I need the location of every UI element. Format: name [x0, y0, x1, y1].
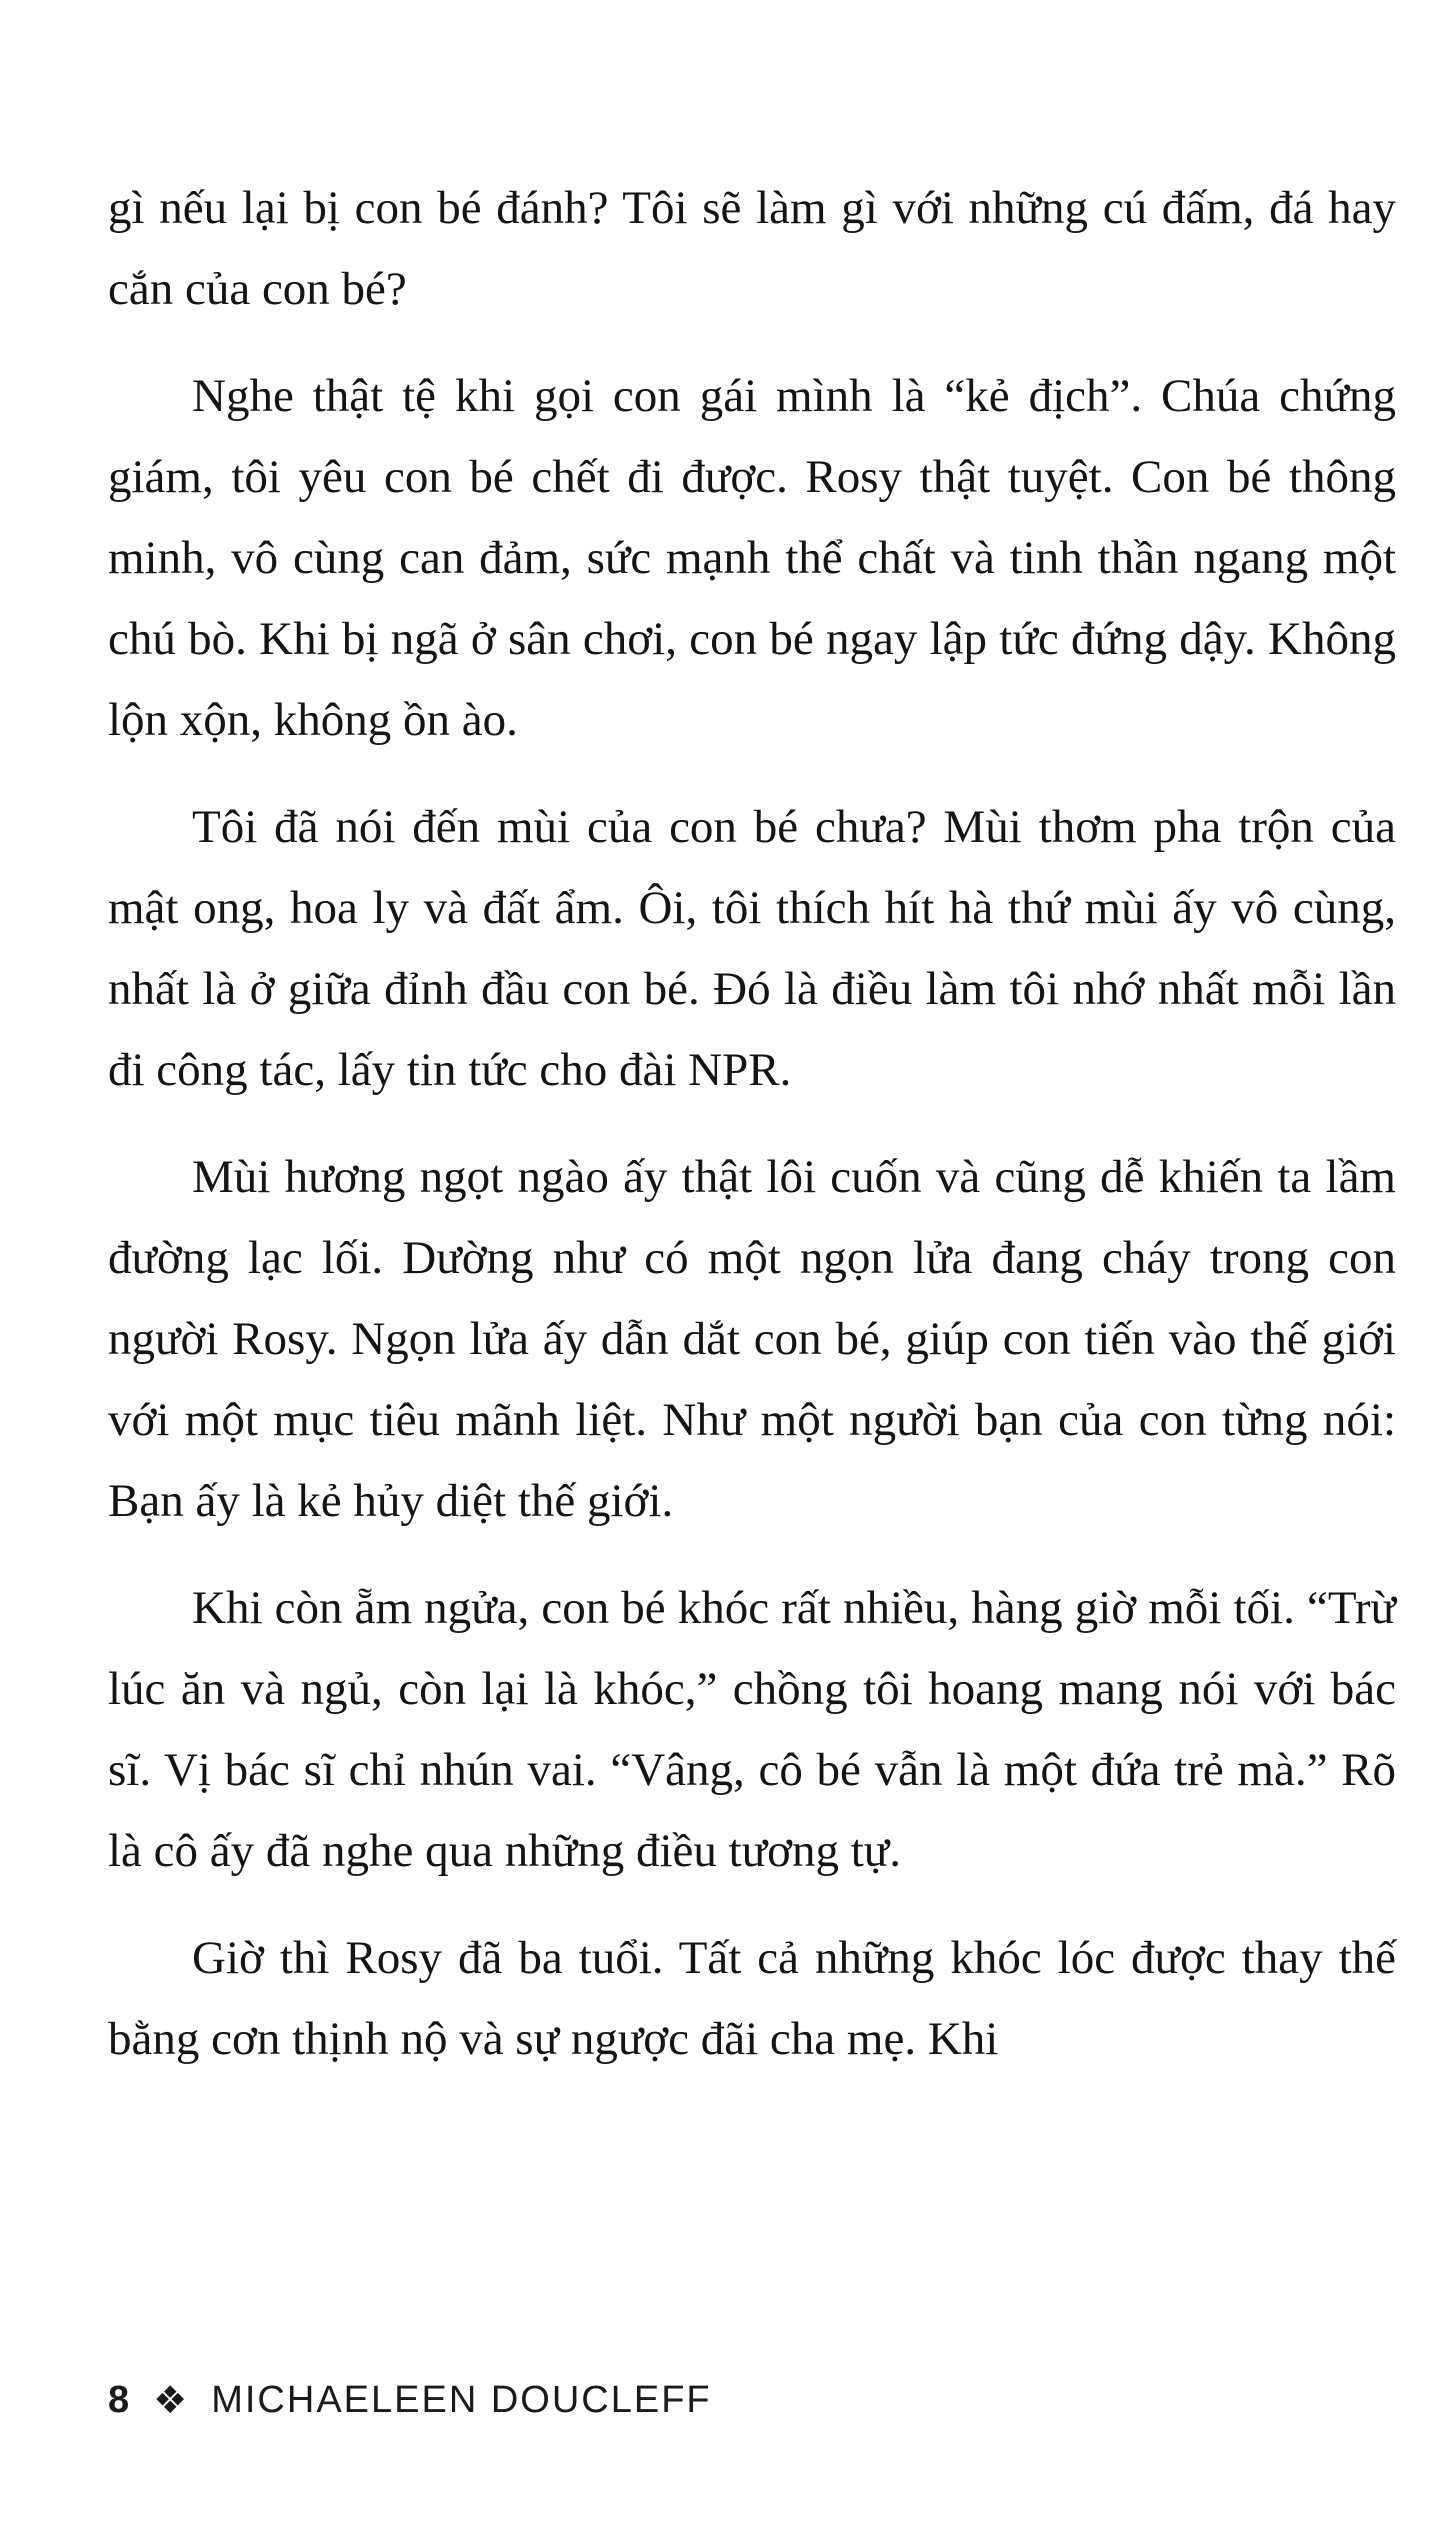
paragraph-enemy-daughter: Nghe thật tệ khi gọi con gái mình là “kẻ địch”. Chúa chứng giám, tôi yêu con bé chết đi được. Rosy thật tuyệt. Con bé thông minh, vô cùng can đảm, sức mạnh thể chất và tinh thần ngang một chú bò. Khi bị ngã ở sân chơi, con bé ngay lập tức đứng dậy. Không lộn xộn, không ồn ào. [108, 370, 1396, 746]
diamond-ornament-icon: ❖ [153, 2378, 190, 2422]
paragraph-three-years: Giờ thì Rosy đã ba tuổi. Tất cả những khóc lóc được thay thế bằng cơn thịnh nộ và sự ngược đãi cha mẹ. Khi [108, 1932, 1396, 2065]
page-number: 8 [108, 2378, 132, 2421]
body-text [108, 168, 1396, 2106]
paragraph-crying-baby: Khi còn ẵm ngửa, con bé khóc rất nhiều, hàng giờ mỗi tối. “Trừ lúc ăn và ngủ, còn lại là khóc,” chồng tôi hoang mang nói với bác sĩ. Vị bác sĩ chỉ nhún vai. “Vâng, cô bé vẫn là một đứa trẻ mà.” Rõ là cô ấy đã nghe qua những điều tương tự. [108, 1582, 1396, 1877]
paragraph-fire: Mùi hương ngọt ngào ấy thật lôi cuốn và cũng dễ khiến ta lầm đường lạc lối. Dường như có một ngọn lửa đang cháy trong con người Rosy. Ngọn lửa ấy dẫn dắt con bé, giúp con tiến vào thế giới với một mục tiêu mãnh liệt. Như một người bạn của con từng nói: Bạn ấy là kẻ hủy diệt thế giới. [108, 1151, 1396, 1527]
paragraph-continued: gì nếu lại bị con bé đánh? Tôi sẽ làm gì với những cú đấm, đá hay cắn của con bé? [108, 182, 1396, 315]
page-footer [108, 2378, 712, 2422]
author-name: MICHAELEEN DOUCLEFF [211, 2378, 712, 2421]
paragraph-smell: Tôi đã nói đến mùi của con bé chưa? Mùi thơm pha trộn của mật ong, hoa ly và đất ẩm. Ôi, tôi thích hít hà thứ mùi ấy vô cùng, nhất là ở giữa đỉnh đầu con bé. Đó là điều làm tôi nhớ nhất mỗi lần đi công tác, lấy tin tức cho đài NPR. [108, 801, 1396, 1096]
